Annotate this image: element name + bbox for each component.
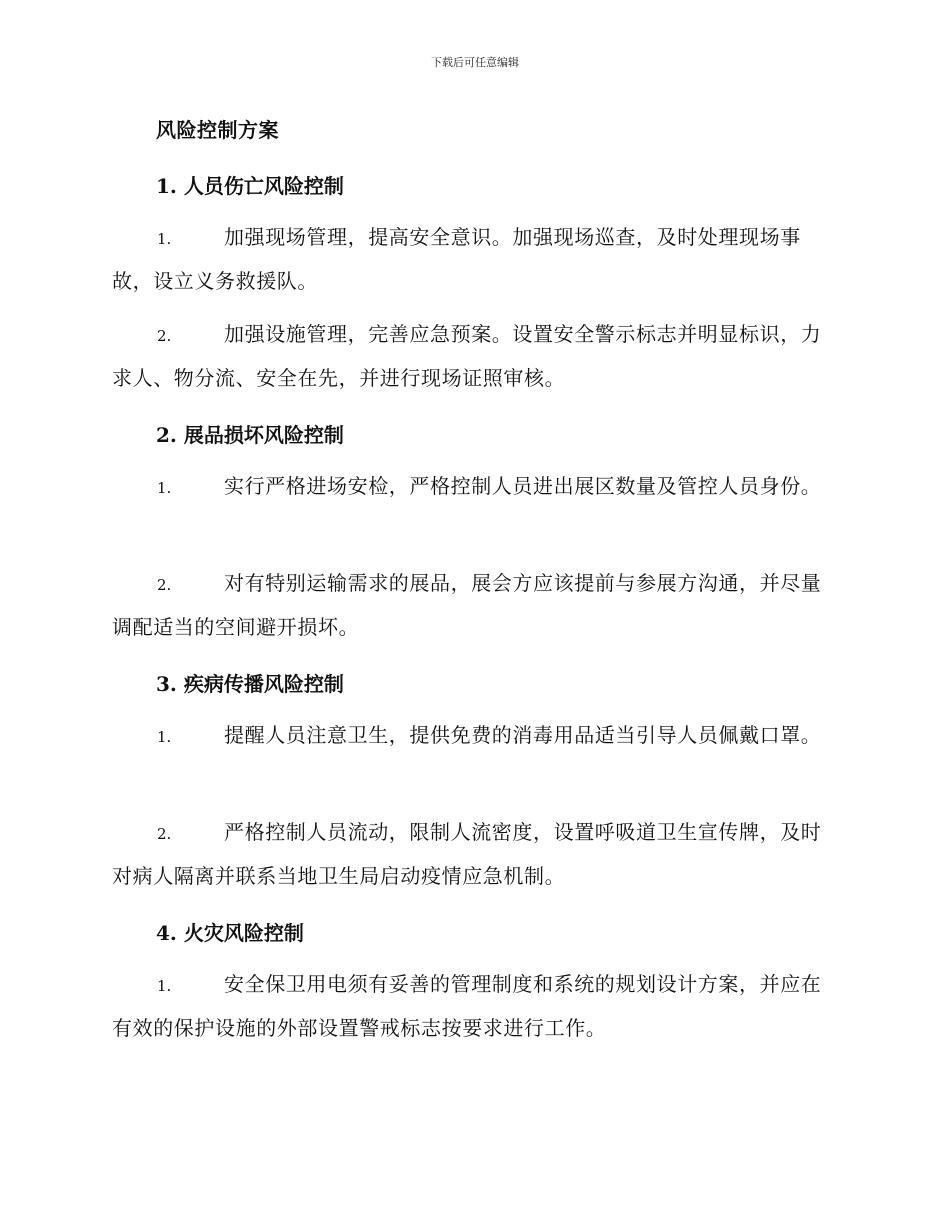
list-item bbox=[112, 313, 840, 399]
item-text: 对有特别运输需求的展品，展会方应该提前与参展方沟通，并尽量调配适当的空间避开损坏。 bbox=[112, 571, 822, 639]
list-item bbox=[112, 714, 840, 758]
item-number: 1. bbox=[157, 479, 172, 497]
list-item bbox=[112, 963, 840, 1049]
item-number: 1. bbox=[157, 728, 172, 746]
item-text: 严格控制人员流动，限制人流密度，设置呼吸道卫生宣传牌，及时对病人隔离并联系当地卫生局启动疫情应急机制。 bbox=[112, 820, 822, 888]
item-number: 2. bbox=[157, 576, 172, 594]
section-heading-3: 3. 疾病传播风险控制 bbox=[156, 672, 344, 696]
item-text: 提醒人员注意卫生，提供免费的消毒用品适当引导人员佩戴口罩。 bbox=[224, 723, 822, 747]
item-number: 2. bbox=[157, 327, 172, 345]
list-item bbox=[112, 562, 840, 648]
item-text: 加强现场管理，提高安全意识。加强现场巡查，及时处理现场事故，设立义务救援队。 bbox=[112, 225, 801, 293]
item-number: 2. bbox=[157, 825, 172, 843]
list-item bbox=[112, 811, 840, 897]
item-number: 1. bbox=[157, 977, 172, 995]
list-item bbox=[112, 465, 840, 509]
item-text: 实行严格进场安检，严格控制人员进出展区数量及管控人员身份。 bbox=[224, 474, 822, 498]
header-note: 下载后可任意编辑 bbox=[431, 56, 519, 69]
item-text: 加强设施管理，完善应急预案。设置安全警示标志并明显标识，力求人、物分流、安全在先，并进行现场证照审核。 bbox=[112, 322, 822, 390]
document-title: 风险控制方案 bbox=[156, 118, 279, 142]
section-heading-4: 4. 火灾风险控制 bbox=[156, 921, 304, 945]
section-heading-2: 2. 展品损坏风险控制 bbox=[156, 423, 344, 447]
item-text: 安全保卫用电须有妥善的管理制度和系统的规划设计方案，并应在有效的保护设施的外部设置警戒标志按要求进行工作。 bbox=[112, 972, 822, 1040]
item-number: 1. bbox=[157, 230, 172, 248]
section-heading-1: 1. 人员伤亡风险控制 bbox=[156, 174, 344, 198]
list-item bbox=[112, 216, 840, 302]
